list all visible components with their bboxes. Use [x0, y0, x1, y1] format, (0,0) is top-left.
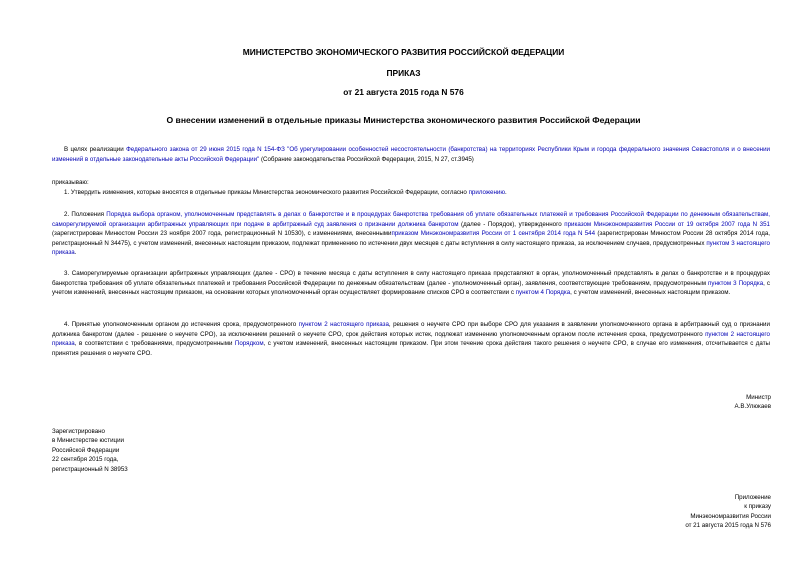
- item-4-paragraph: [52, 320, 770, 358]
- item-1-text: 1. Утвердить изменения, которые вносятся в отдельные приказы Министерства экономического развития Российской Федерации, согласно: [64, 189, 469, 196]
- appendix-link[interactable]: приложению: [468, 189, 505, 196]
- item-1-paragraph: [52, 188, 770, 198]
- prikazyvayu-text: приказываю:: [52, 179, 89, 186]
- item-3-text-b: , с учетом изменений, внесенных настоящим приказом, на основании которых уполномоченный орган осуществляет формирование списков СРО в соответствии с: [52, 279, 770, 297]
- intro-text-b: (Собрание законодательства Российской Федерации, 2015, N 27, ст.3945): [259, 155, 474, 163]
- procedure-clause-3-link[interactable]: пунктом 3 Порядка: [708, 279, 764, 287]
- item-4-text-c: , в соответствии с требованиями, предусмотренными: [74, 340, 235, 348]
- registration-line-2: в Министерстве юстиции: [52, 437, 125, 445]
- clause-3-link[interactable]: пунктом 3 настоящего приказа: [52, 239, 770, 257]
- item-3-text-a: 3. Саморегулируемые организации арбитражных управляющих (далее - СРО) в течение месяца с даты вступления в силу настоящего приказа представляют в орган, уполномоченный представлять в делах о банкротстве и в процедурах банкротства требования об уплате обязательных платежей и требования Российской Федерации по денежным обязательствам (далее - уполномоченный орган), заявления, соответствующие требованиям, предусмотренным: [52, 270, 770, 287]
- ministry-heading: МИНИСТЕРСТВО ЭКОНОМИЧЕСКОГО РАЗВИТИЯ РОССИЙСКОЙ ФЕДЕРАЦИИ: [242, 47, 565, 57]
- intro-paragraph: [52, 145, 770, 164]
- signature-block: [735, 393, 771, 412]
- item-4-text-d: , с учетом изменений, внесенных настоящим приказом. При этом течение срока действия такого решения о неучете СРО, в случае его изменения, отсчитывается с даты принятия решения о неучете СРО.: [52, 340, 770, 357]
- item-2-end: .: [74, 249, 77, 257]
- order-351-link[interactable]: приказом Минэкономразвития России от 19 октября 2007 года N 351: [564, 220, 770, 228]
- item-2-paragraph: [52, 210, 770, 258]
- intro-text-a: В целях реализации: [64, 146, 127, 153]
- registration-line-5: регистрационный N 38953: [52, 465, 128, 473]
- signature-name: А.В.Улюкаев: [734, 403, 771, 411]
- item-4-text-a: 4. Принятые уполномоченным органом до истечения срока, предусмотренного: [64, 321, 299, 328]
- appendix-line-3: Минэкономразвития России: [690, 512, 771, 520]
- doc-subject-title: О внесении изменений в отдельные приказы Министерства экономического развития Российской Федерации: [166, 115, 641, 125]
- clause-2-link[interactable]: пунктом 2 настоящего приказа: [298, 321, 389, 328]
- procedure-link-short[interactable]: Порядком: [234, 340, 264, 348]
- appendix-block: [685, 493, 771, 531]
- registration-line-1: Зарегистрировано: [52, 428, 105, 435]
- item-2-text-b: (далее - Порядок), утвержденного: [458, 220, 565, 228]
- procedure-clause-4-link[interactable]: пунктом 4 Порядка: [515, 289, 571, 297]
- item-2-text-c: (зарегистрирован Минюстом России 23 ноября 2007 года, регистрационный N 10530), с изменениями, внесенными: [52, 230, 392, 238]
- signature-title: Министр: [746, 394, 771, 401]
- registration-line-4: 22 сентября 2015 года,: [52, 456, 119, 464]
- registration-line-3: Российской Федерации: [52, 446, 120, 454]
- item-1-end: .: [504, 189, 507, 196]
- doc-date-number: от 21 августа 2015 года N 576: [343, 87, 464, 97]
- item-3-paragraph: [52, 269, 770, 298]
- appendix-line-1: Приложение: [734, 494, 771, 501]
- federal-law-link[interactable]: Федерального закона от 29 июня 2015 года N 154-ФЗ "Об урегулировании особенностей несостоятельности (банкротства) на территориях Республики Крым и города федерального значения Севастополя и о внесении изменений в отдельные законодательные акты Российской Федерации": [52, 146, 770, 163]
- clause-2-link-second[interactable]: пунктом 2 настоящего приказа: [52, 330, 770, 348]
- procedure-link[interactable]: Порядка выбора органом, уполномоченным представлять в делах о банкротстве и в процедурах банкротства требования об уплате обязательных платежей и требования Российской Федерации по денежным обязательствам, саморегулируемой организации арбитражных управляющих при подаче в арбитражный суд заявления о признании должника банкротом: [52, 211, 770, 228]
- item-2-text-a: 2. Положения: [64, 211, 107, 218]
- item-3-text-c: , с учетом изменений, внесенных настоящим приказом.: [570, 289, 731, 297]
- registration-block: [52, 427, 128, 474]
- appendix-line-2: к приказу: [744, 503, 771, 511]
- doc-type-heading: ПРИКАЗ: [386, 68, 421, 78]
- order-544-link[interactable]: приказом Минэкономразвития России от 1 сентября 2014 года N 544: [391, 230, 596, 238]
- item-4-text-b: , решения о неучете СРО при выборе СРО для указания в заявлении уполномоченного органа в арбитражный суд о признании должника банкротом (далее - решение о неучете СРО), за исключением решений о неучете СРО, срок действия которых истек, подлежат изменению уполномоченным органом после истечения срока, предусмотренного: [52, 321, 770, 338]
- appendix-line-4: от 21 августа 2015 года N 576: [685, 522, 771, 530]
- item-2-text-d: (зарегистрирован Минюстом России 28 октября 2014 года, регистрационный N 34475), с учетом изменений, внесенных настоящим приказом, подлежат применению по истечении двух месяцев с даты вступления в силу настоящего приказа, за исключением случаев, предусмотренных: [52, 230, 770, 247]
